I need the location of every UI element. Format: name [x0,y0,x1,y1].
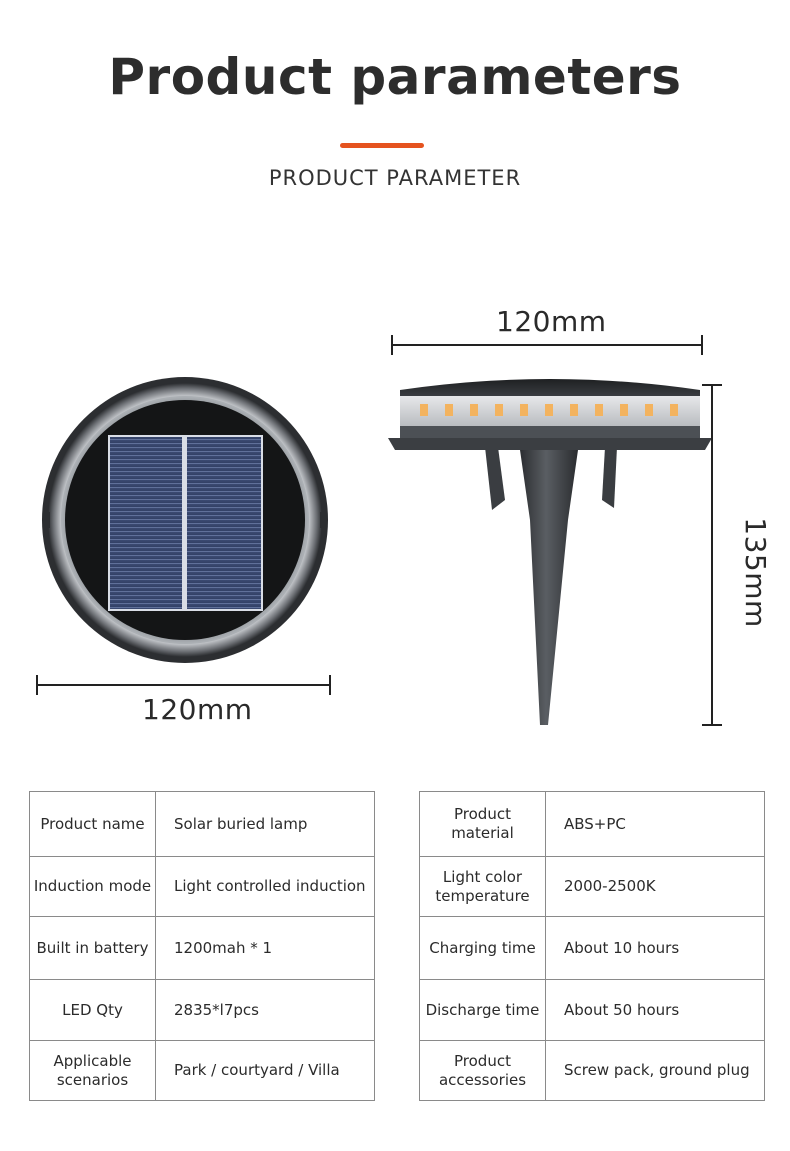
spec-value: 2835*l7pcs [156,980,375,1041]
table-row [420,792,765,857]
lamp-top-view [42,377,328,663]
table-row [420,980,765,1041]
spec-value: 1200mah * 1 [156,917,375,980]
table-row [420,917,765,980]
spec-key: Built in battery [30,917,156,980]
dimension-label-height: 135mm [738,517,772,628]
spec-key: Product name [30,792,156,857]
table-row [420,857,765,917]
page-title: Product parameters [108,48,682,106]
spec-value: Light controlled induction [156,857,375,917]
table-row [30,980,375,1041]
accent-divider [340,143,424,148]
lamp-side-view [388,379,712,725]
solar-panel [108,435,263,611]
spec-key: Applicable scenarios [30,1041,156,1101]
dimension-label-bottom: 120mm [142,693,253,726]
table-row [30,792,375,857]
table-row [30,857,375,917]
spec-key: Charging time [420,917,546,980]
spec-table-left [29,791,375,1101]
led-strip [420,404,678,416]
spec-value: Screw pack, ground plug [546,1041,765,1101]
table-row [420,1041,765,1101]
dimension-line-top [392,335,702,355]
spec-key: Product material [420,792,546,857]
dimension-label-top: 120mm [496,305,607,338]
spec-table-right [419,791,765,1101]
spec-key: Light color temperature [420,857,546,917]
page-subtitle: PRODUCT PARAMETER [268,166,522,190]
table-row [30,917,375,980]
spec-key: Product accessories [420,1041,546,1101]
spec-value: About 10 hours [546,917,765,980]
spec-value: Solar buried lamp [156,792,375,857]
spec-key: Induction mode [30,857,156,917]
spec-value: About 50 hours [546,980,765,1041]
dimension-line-vertical [702,385,722,725]
spec-value: ABS+PC [546,792,765,857]
spec-value: 2000-2500K [546,857,765,917]
spec-value: Park / courtyard / Villa [156,1041,375,1101]
table-row [30,1041,375,1101]
dimension-line-bottom [37,675,330,695]
spec-key: LED Qty [30,980,156,1041]
spec-key: Discharge time [420,980,546,1041]
